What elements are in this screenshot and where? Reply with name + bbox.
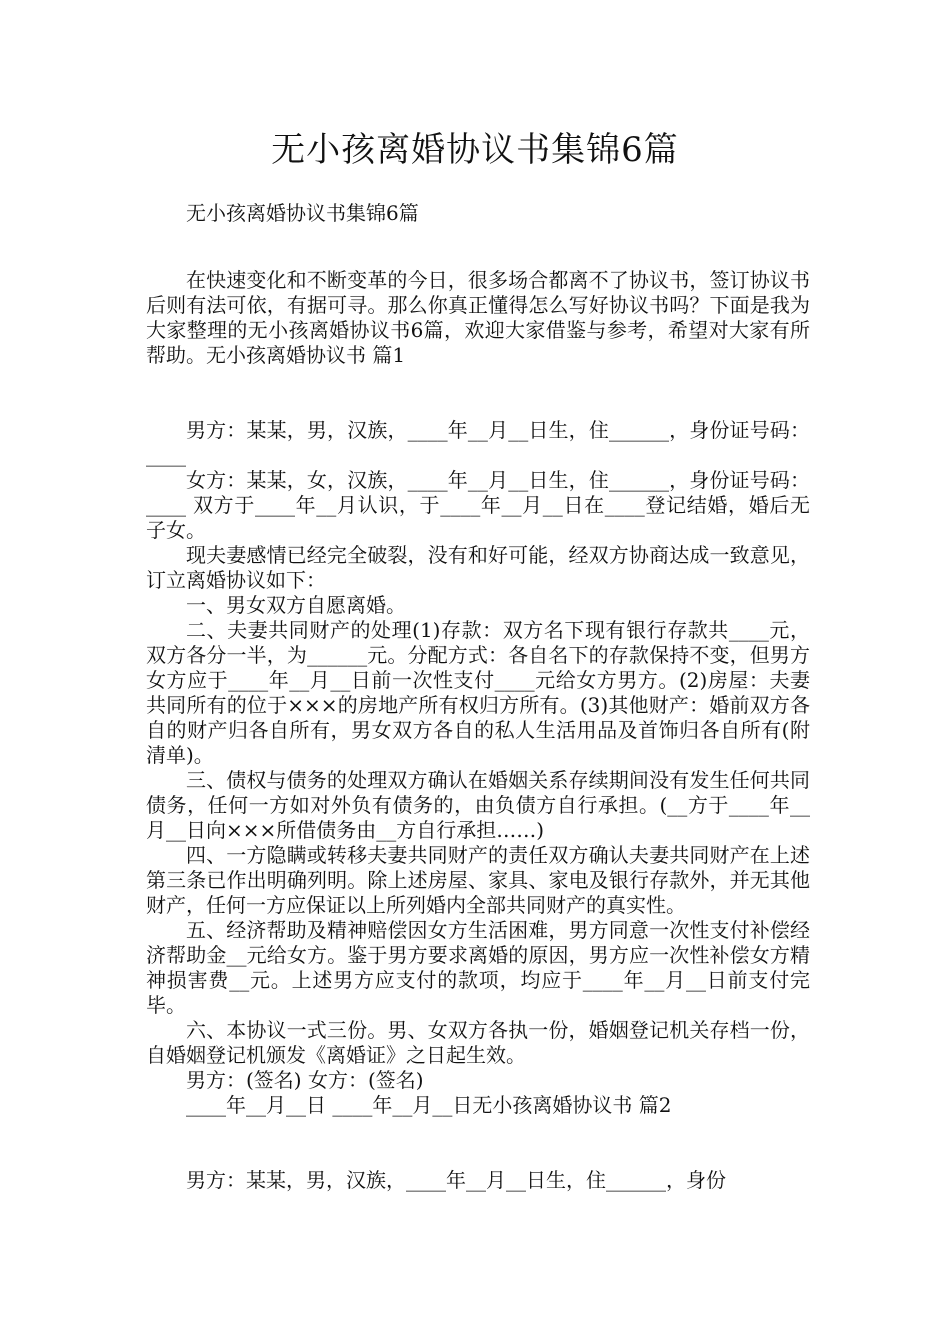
document-title: 无小孩离婚协议书集锦6篇 — [271, 130, 679, 170]
intro-paragraph: 在快速变化和不断变革的今日，很多场合都离不了协议书，签订协议书后则有法可依，有据可寻。那么你真正懂得怎么写好协议书吗？下面是我为大家整理的无小孩离婚协议书6篇，欢迎大家借鉴与参考，希望对大家有所帮助。无小孩离婚协议书 篇1 — [146, 268, 810, 367]
male-party-info: 男方：某某，男，汉族，____年__月__日生，住______，身份证号码：____ — [146, 418, 810, 467]
clause-5: 五、经济帮助及精神赔偿因女方生活困难，男方同意一次性支付补偿经济帮助金__元给女方。鉴于男方要求离婚的原因，男方应一次性补偿女方精神损害费__元。上述男方应支付的款项，均应于____年__月__日前支付完毕。 — [146, 918, 810, 1017]
document-body — [146, 268, 810, 1193]
signature-line: 男方：(签名) 女方：(签名) — [186, 1068, 424, 1092]
male-party-info-2: 男方：某某，男，汉族，____年__月__日生，住______，身份 — [186, 1168, 726, 1192]
preamble-paragraph: 现夫妻感情已经完全破裂，没有和好可能，经双方协商达成一致意见，订立离婚协议如下： — [146, 543, 810, 592]
date-line: ____年__月__日 ____年__月__日无小孩离婚协议书 篇2 — [186, 1093, 672, 1117]
clause-3: 三、债权与债务的处理双方确认在婚姻关系存续期间没有发生任何共同债务，任何一方如对外负有债务的，由负债方自行承担。(__方于____年__月__日向×××所借债务由__方自行承担……) — [146, 768, 810, 842]
clause-2: 二、夫妻共同财产的处理(1)存款：双方名下现有银行存款共____元，双方各分一半，为______元。分配方式：各自名下的存款保持不变，但男方女方应于____年__月__日前一次性支付____元给女方男方。(2)房屋：夫妻共同所有的位于×××的房地产所有权归方所有。(3)其他财产：婚前双方各自的财产归各自所有，男女双方各自的私人生活用品及首饰归各自所有(附清单)。 — [146, 618, 810, 767]
clause-4: 四、一方隐瞒或转移夫妻共同财产的责任双方确认夫妻共同财产在上述第三条已作出明确列明。除上述房屋、家具、家电及银行存款外，并无其他财产，任何一方应保证以上所列婚内全部共同财产的真实性。 — [146, 843, 810, 917]
female-party-info: 女方：某某，女，汉族，____年__月__日生，住______，身份证号码：____ 双方于____年__月认识，于____年__月__日在____登记结婚，婚后无子女。 — [146, 468, 810, 542]
clause-6: 六、本协议一式三份。男、女双方各执一份，婚姻登记机关存档一份，自婚姻登记机颁发《离婚证》之日起生效。 — [146, 1018, 810, 1067]
document-subtitle: 无小孩离婚协议书集锦6篇 — [186, 201, 419, 225]
clause-1: 一、男女双方自愿离婚。 — [186, 593, 406, 617]
